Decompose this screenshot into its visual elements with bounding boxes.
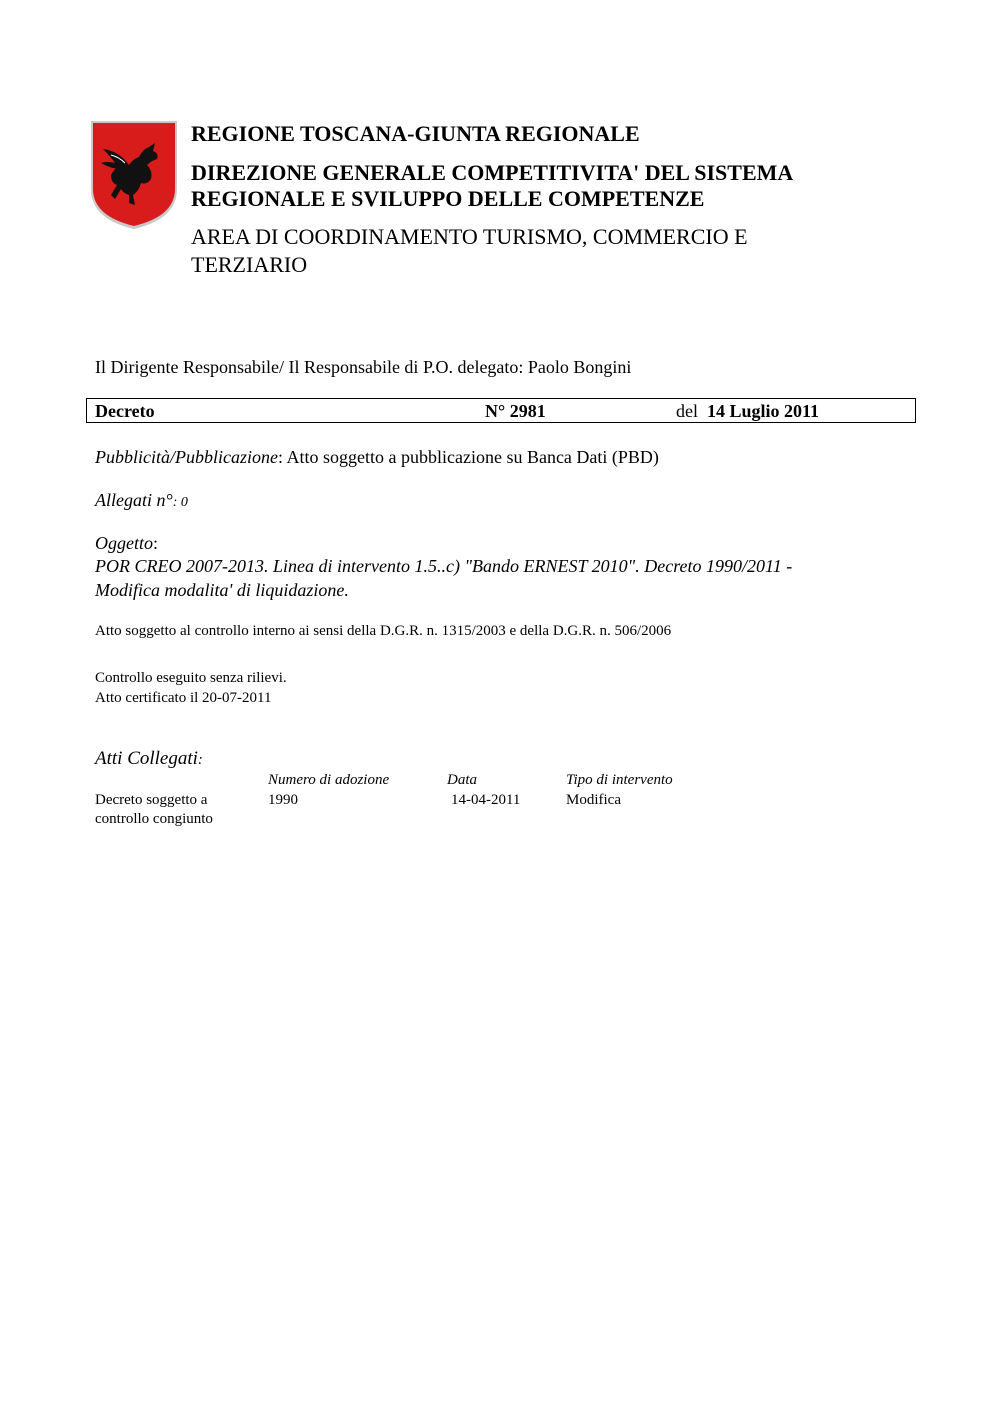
header-region: REGIONE TOSCANA-GIUNTA REGIONALE xyxy=(191,121,640,146)
row-tipo-line2: controllo congiunto xyxy=(95,811,213,827)
allegati-line xyxy=(95,489,188,514)
controllo-interno: Atto soggetto al controllo interno ai sensi della D.G.R. n. 1315/2003 e della D.G.R. n. 506/2006 xyxy=(95,623,672,639)
oggetto-text-line1: POR CREO 2007-2013. Linea di intervento 1.5..c) "Bando ERNEST 2010". Decreto 1990/2011 - xyxy=(95,556,793,576)
atti-collegati-title: Atti Collegati: xyxy=(95,748,203,769)
decreto-box xyxy=(86,398,916,423)
dirigente-line: Il Dirigente Responsabile/ Il Responsabile di P.O. delegato: Paolo Bongini xyxy=(95,357,632,377)
oggetto-text-line2: Modifica modalita' di liquidazione. xyxy=(95,580,349,600)
decreto-date-prefix: del xyxy=(676,401,698,421)
pubblicita-label: Pubblicità/Pubblicazione xyxy=(95,447,278,467)
region-logo xyxy=(89,119,179,231)
pegasus-coat-of-arms-icon xyxy=(89,119,179,231)
oggetto-colon: : xyxy=(153,533,159,553)
pubblicita-line xyxy=(95,446,659,468)
row-data: 14-04-2011 xyxy=(451,792,521,808)
header-tipo-intervento: Tipo di intervento xyxy=(566,772,673,788)
oggetto-label: Oggetto xyxy=(95,533,153,553)
decreto-date: 14 Luglio 2011 xyxy=(707,401,820,421)
decreto-number: N° 2981 xyxy=(485,401,546,421)
row-tipo-line1: Decreto soggetto a xyxy=(95,792,208,808)
header-direzione-line1: DIREZIONE GENERALE COMPETITIVITA' DEL SISTEMA xyxy=(191,160,794,185)
decreto-label: Decreto xyxy=(95,401,155,421)
controllo-eseguito: Controllo eseguito senza rilievi. xyxy=(95,670,287,686)
allegati-value: : 0 xyxy=(172,495,188,510)
header-data: Data xyxy=(447,772,477,788)
header-area-line1: AREA DI COORDINAMENTO TURISMO, COMMERCIO E xyxy=(191,224,748,249)
oggetto-heading xyxy=(95,532,158,554)
allegati-label: Allegati n° xyxy=(95,490,173,510)
header-direzione-line2: REGIONALE E SVILUPPO DELLE COMPETENZE xyxy=(191,186,705,211)
header-area-line2: TERZIARIO xyxy=(191,252,308,277)
row-intervento: Modifica xyxy=(566,792,621,808)
header-numero-adozione: Numero di adozione xyxy=(268,772,390,788)
atto-certificato: Atto certificato il 20-07-2011 xyxy=(95,690,272,706)
row-numero: 1990 xyxy=(268,792,298,808)
pubblicita-value: : Atto soggetto a pubblicazione su Banca Dati (PBD) xyxy=(277,447,659,467)
